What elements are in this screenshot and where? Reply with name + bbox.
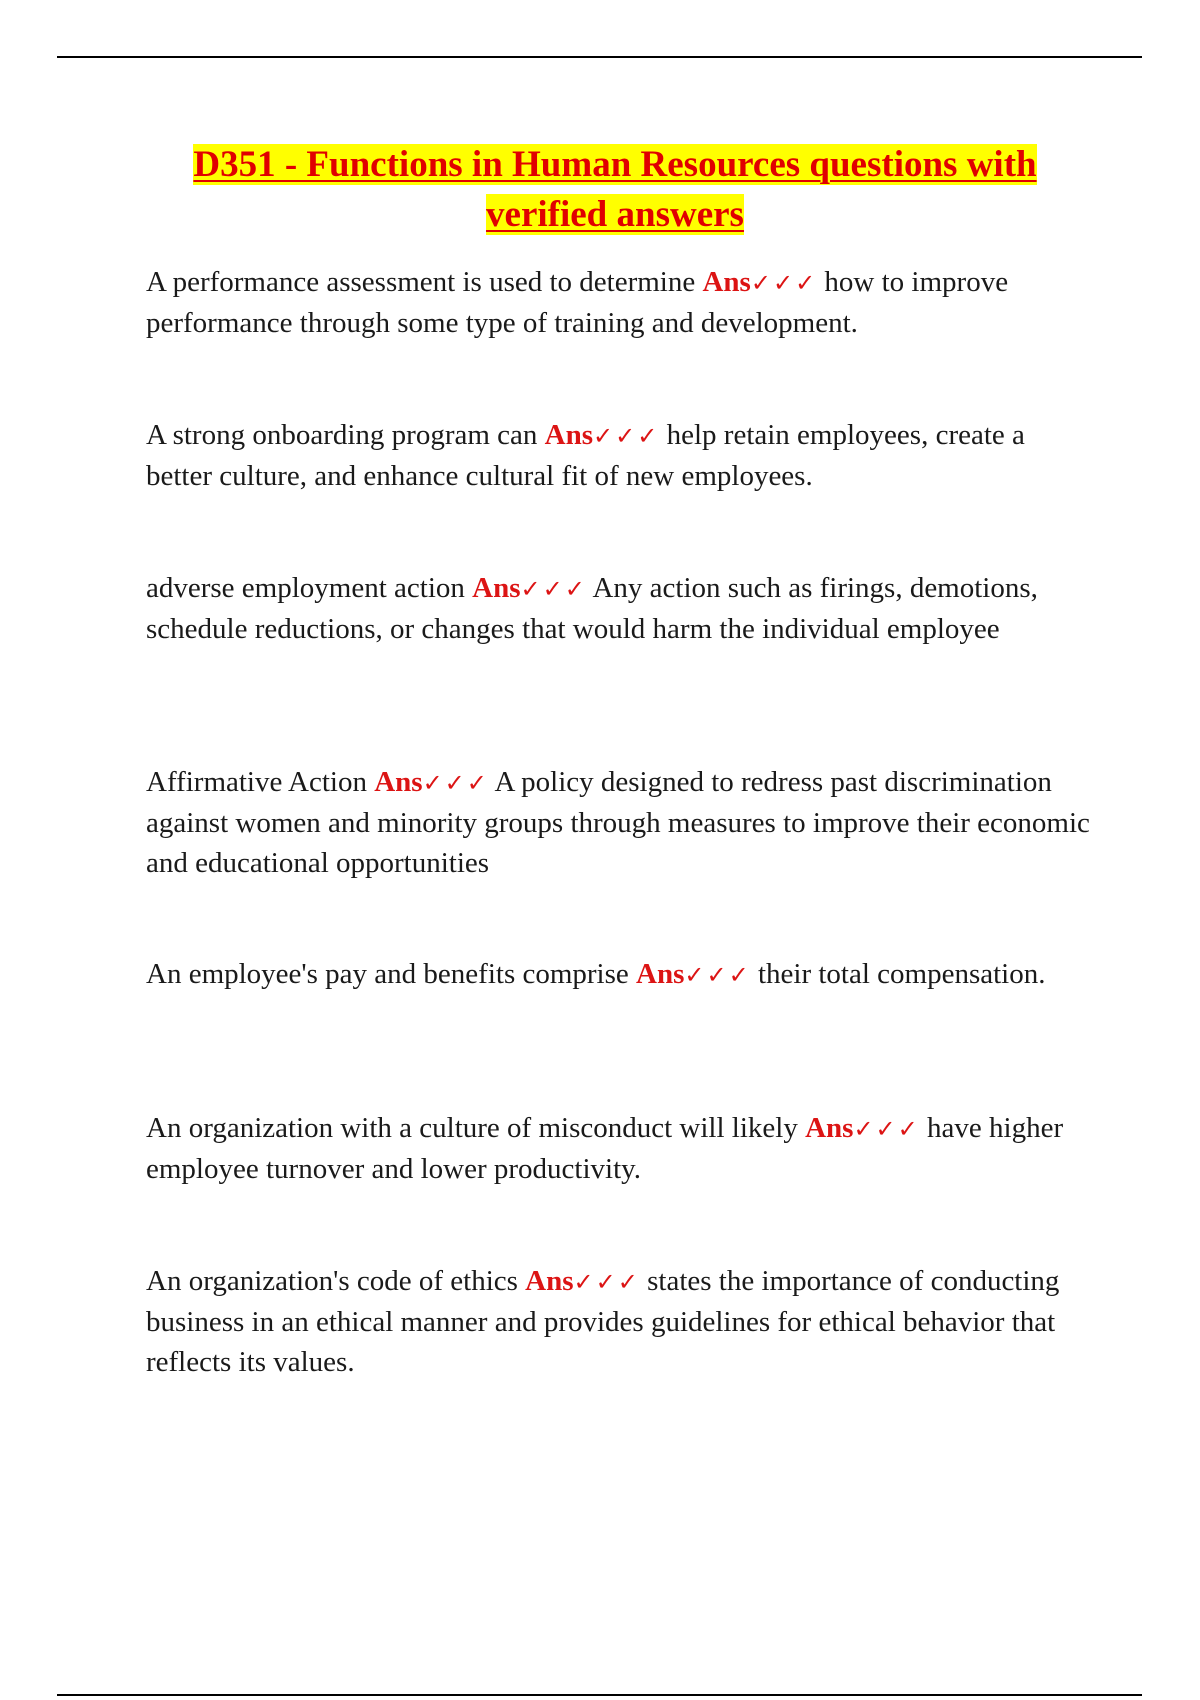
page-title <box>140 140 1090 240</box>
question-text: adverse employment action <box>146 572 465 604</box>
checkmarks-icon: ✓✓✓ <box>422 769 489 797</box>
answer-label: Ans <box>544 419 594 451</box>
answer-label: Ans <box>472 572 521 604</box>
answer-label: Ans <box>525 1265 574 1297</box>
answer-text: help retain employees, create a better culture, and enhance cultural fit of new employees. <box>146 419 1025 492</box>
qa-item <box>146 568 1046 649</box>
question-text: A strong onboarding program can <box>146 419 538 451</box>
checkmarks-icon: ✓✓✓ <box>750 269 818 297</box>
answer-label: Ans <box>805 1112 854 1144</box>
checkmarks-icon: ✓✓✓ <box>520 575 587 603</box>
question-text: Affirmative Action <box>146 766 367 798</box>
qa-item <box>146 415 1066 496</box>
question-text: An organization with a culture of misconduct will likely <box>146 1112 798 1144</box>
qa-item <box>146 1261 1076 1382</box>
answer-label: Ans <box>374 766 423 798</box>
answer-text: how to improve performance through some type of training and development. <box>146 266 1009 339</box>
checkmarks-icon: ✓✓✓ <box>573 1268 640 1296</box>
qa-item <box>146 262 1066 343</box>
answer-text: A policy designed to redress past discrimination against women and minority groups through measures to improve their economic and educational opportunities <box>146 766 1090 879</box>
question-text: A performance assessment is used to determine <box>146 266 696 298</box>
question-text: An organization's code of ethics <box>146 1265 518 1297</box>
answer-text: their total compensation. <box>757 958 1046 990</box>
answer-label: Ans <box>636 958 685 990</box>
qa-item <box>146 954 1046 995</box>
question-text: An employee's pay and benefits comprise <box>146 958 629 990</box>
checkmarks-icon: ✓✓✓ <box>853 1115 920 1143</box>
title-line-1: D351 - Functions in Human Resources questions with <box>193 144 1037 185</box>
bottom-rule <box>57 1694 1142 1696</box>
top-rule <box>57 56 1142 58</box>
answer-text: states the importance of conducting business in an ethical manner and provides guidelines for ethical behavior that reflects its values. <box>146 1265 1060 1378</box>
answer-label: Ans <box>702 266 751 298</box>
qa-item <box>146 762 1096 883</box>
answer-text: Any action such as firings, demotions, schedule reductions, or changes that would harm the individual employee <box>146 572 1038 645</box>
checkmarks-icon: ✓✓✓ <box>684 961 751 989</box>
qa-item <box>146 1108 1106 1189</box>
checkmarks-icon: ✓✓✓ <box>593 422 660 450</box>
title-line-2: verified answers <box>486 194 744 235</box>
answer-text: have higher employee turnover and lower productivity. <box>146 1112 1064 1185</box>
